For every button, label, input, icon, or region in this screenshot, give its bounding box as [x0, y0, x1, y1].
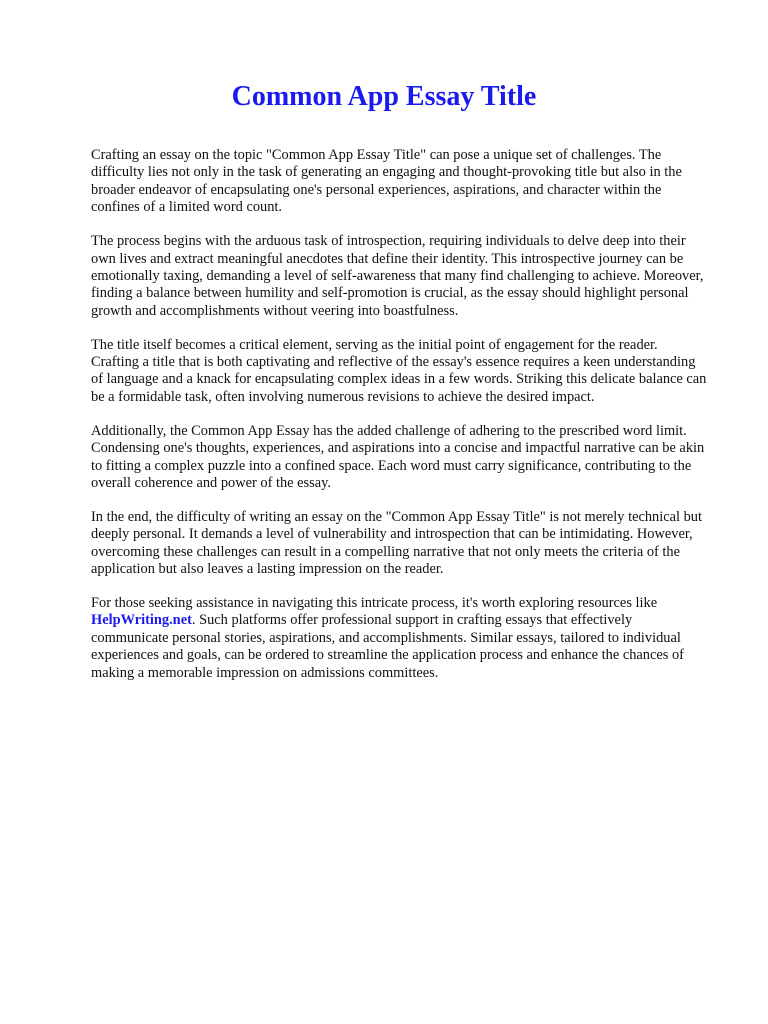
- paragraph-6: [91, 595, 708, 682]
- paragraph-5: In the end, the difficulty of writing an essay on the "Common App Essay Title" is not merely technical but deeply personal. It demands a level of vulnerability and introspection that can be intimidating. However, overcoming these challenges can result in a compelling narrative that not only meets the criteria of the application but also leaves a lasting impression on the reader.: [91, 508, 703, 578]
- paragraph-6-rest: . Such platforms offer professional support in crafting essays that effectively communicate personal stories, aspirations, and accomplishments. Similar essays, tailored to individual experiences and goals, can be ordered to streamline the application process and enhance the chances of making a memorable impression on admissions committees.: [91, 612, 684, 681]
- paragraph-1: Crafting an essay on the topic "Common App Essay Title" can pose a unique set of challenges. The difficulty lies not only in the task of generating an engaging and thought-provoking title but also in the broader endeavor of encapsulating one's personal experiences, aspirations, and character within the confines of a limited word count.: [91, 147, 682, 216]
- document-title: Common App Essay Title: [231, 81, 537, 112]
- paragraph-4: Additionally, the Common App Essay has the added challenge of adhering to the prescribed word limit. Condensing one's thoughts, experiences, and aspirations into a concise and impactful narrative can be akin to fitting a complex puzzle into a confined space. Each word must carry significance, contributing to the overall coherence and power of the essay.: [91, 422, 705, 491]
- helpwriting-link[interactable]: HelpWriting.net: [91, 612, 192, 629]
- paragraph-3: The title itself becomes a critical element, serving as the initial point of engagement for the reader. Crafting a title that is both captivating and reflective of the essay's essence requires a keen understanding of language and a knack for encapsulating complex ideas in a few words. Striking this delicate balance can be a formidable task, often involving numerous revisions to achieve the desired impact.: [91, 336, 707, 405]
- paragraph-6-intro: For those seeking assistance in navigating this intricate process, it's worth exploring resources like: [91, 595, 658, 612]
- document-body: [91, 147, 708, 682]
- paragraph-2: The process begins with the arduous task of introspection, requiring individuals to delve deep into their own lives and extract meaningful anecdotes that define their identity. This introspective journey can be emotionally taxing, demanding a level of self-awareness that many find challenging to achieve. Moreover, finding a balance between humility and self-promotion is crucial, as the essay should highlight personal growth and accomplishments without veering into boastfulness.: [91, 233, 704, 319]
